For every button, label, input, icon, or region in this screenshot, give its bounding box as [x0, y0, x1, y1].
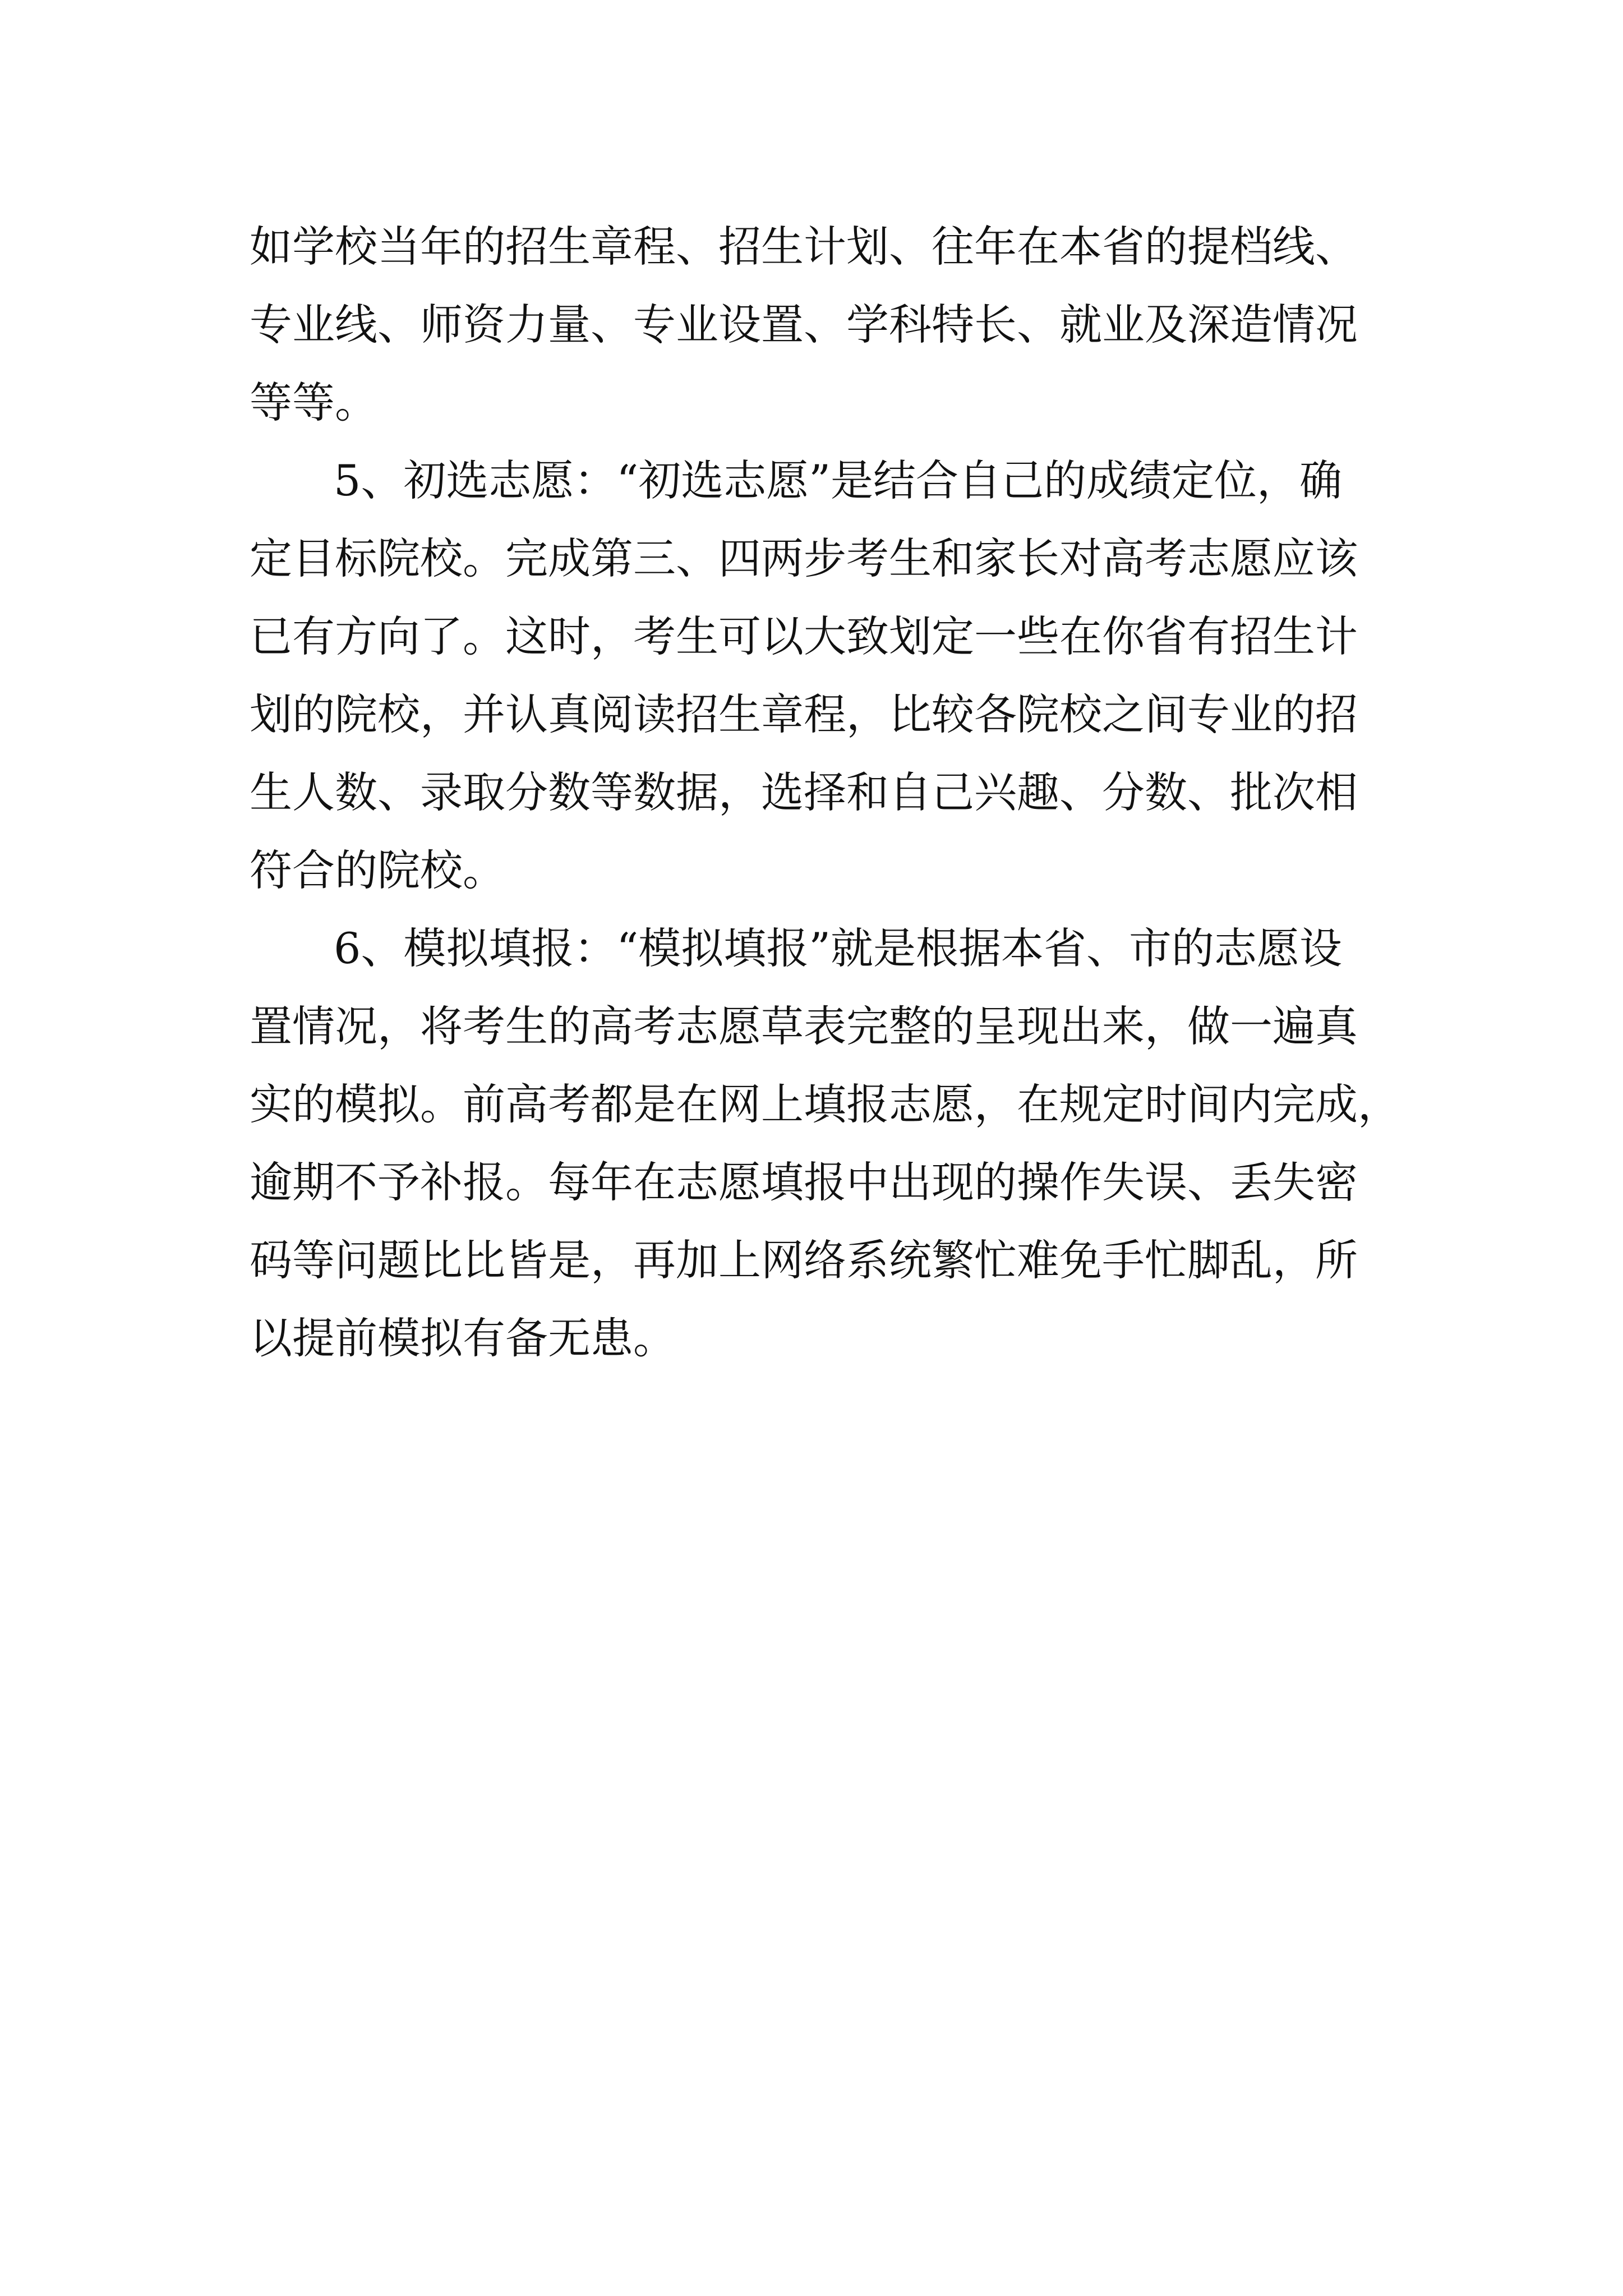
- text-line: 已有方向了。这时，考生可以大致划定一些在你省有招生计: [250, 611, 1358, 661]
- text-line: 符合的院校。: [250, 845, 505, 895]
- text-line: 定目标院校。完成第三、四两步考生和家长对高考志愿应该: [250, 533, 1358, 583]
- text-line: 置情况，将考生的高考志愿草表完整的呈现出来，做一遍真: [250, 1001, 1358, 1051]
- text-line: 划的院校，并认真阅读招生章程，比较各院校之间专业的招: [250, 689, 1358, 739]
- paragraph-5-start: 5、初选志愿：“初选志愿”是结合自己的成绩定位，确: [334, 455, 1343, 505]
- document-body: [250, 208, 1427, 1377]
- text-line: 逾期不予补报。每年在志愿填报中出现的操作失误、丢失密: [250, 1157, 1358, 1207]
- paragraph-6-start: 6、模拟填报：“模拟填报”就是根据本省、市的志愿设: [334, 923, 1343, 973]
- text-line: 生人数、录取分数等数据，选择和自己兴趣、分数、批次相: [250, 767, 1358, 817]
- text-line: 专业线、师资力量、专业设置、学科特长、就业及深造情况: [250, 300, 1358, 349]
- text-line: 以提前模拟有备无患。: [250, 1313, 676, 1363]
- text-line: 实的模拟。前高考都是在网上填报志愿，在规定时间内完成，: [250, 1079, 1400, 1129]
- text-line: 等等。: [250, 378, 377, 427]
- text-line: 如学校当年的招生章程、招生计划、往年在本省的提档线、: [250, 222, 1358, 272]
- text-line: 码等问题比比皆是，再加上网络系统繁忙难免手忙脚乱，所: [250, 1235, 1358, 1285]
